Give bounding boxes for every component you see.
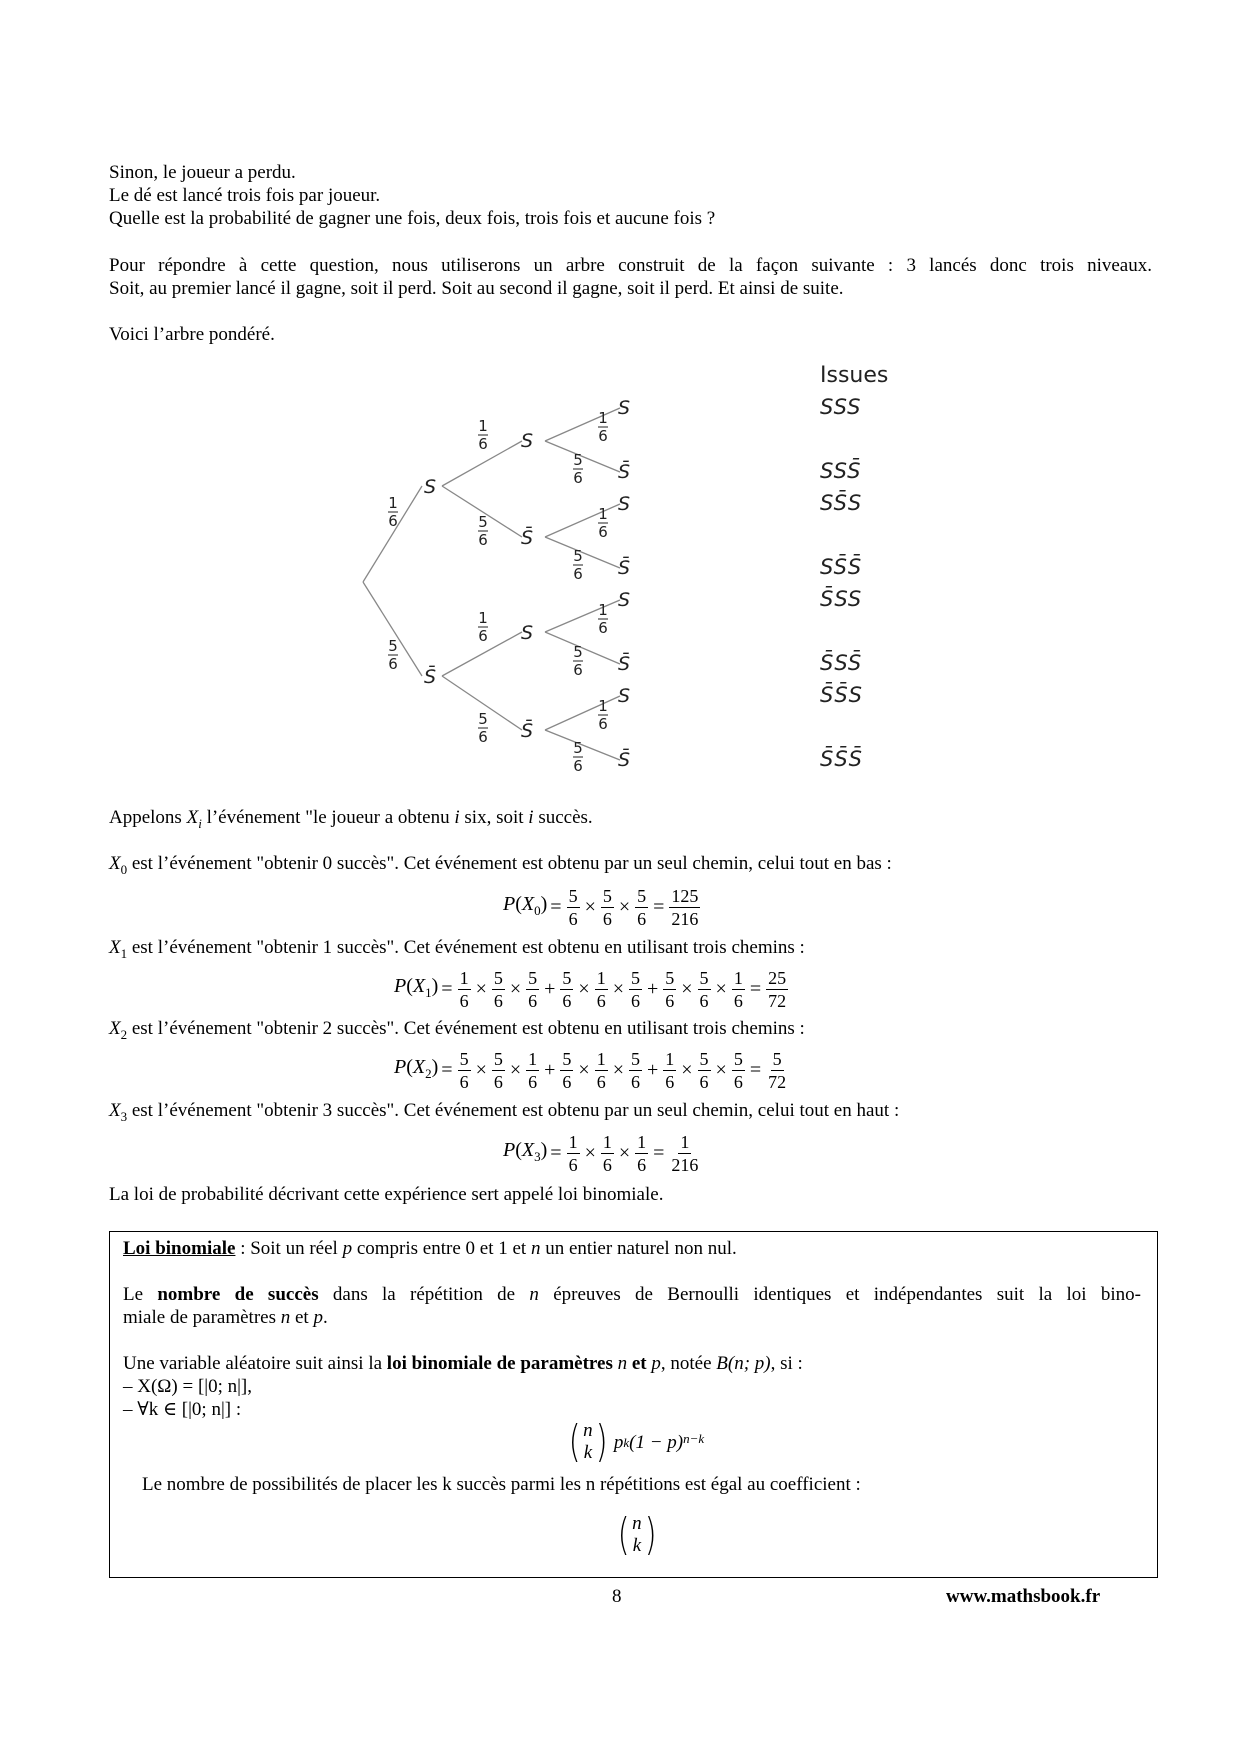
fraction-numerator: 1 [568, 1131, 578, 1152]
fraction [560, 1049, 573, 1092]
equation-lhs: $P(X_3)$ [503, 1138, 548, 1164]
fraction-denominator: 216 [671, 908, 699, 929]
fraction [629, 1049, 642, 1092]
weight-numerator: 1 [598, 505, 608, 523]
binomial-formula: ( n k ) p k (1 − p) $^{n-k}$ [566, 1412, 704, 1472]
weight-numerator: 1 [478, 609, 488, 627]
fraction-denominator: 6 [699, 1071, 709, 1092]
fraction-denominator: 6 [596, 990, 606, 1011]
tree-intro: Voici l’arbre pondéré. [109, 324, 275, 345]
fraction-denominator: 6 [562, 990, 572, 1011]
node-success: S [617, 685, 631, 707]
weight-numerator: 5 [388, 637, 398, 655]
weight-denominator: 6 [478, 728, 488, 746]
fraction-numerator: 5 [459, 1048, 469, 1069]
fraction-denominator: 6 [699, 990, 709, 1011]
fraction [526, 1049, 539, 1092]
x3-definition: $X_3$ est l’événement "obtenir 3 succès". Cet événement est obtenu par un seul chemin, celui tout en haut : [109, 1100, 900, 1124]
weight-numerator: 1 [478, 417, 488, 435]
x0-definition: $X_0$ est l’événement "obtenir 0 succès". Cet événement est obtenu par un seul chemin, celui tout en bas : [109, 853, 892, 877]
fraction-numerator: 5 [630, 967, 640, 988]
fraction-denominator: 6 [602, 1154, 612, 1175]
fraction-numerator: 5 [602, 885, 612, 906]
intro-question: Quelle est la probabilité de gagner une fois, deux fois, trois fois et aucune fois ? [109, 208, 716, 229]
fraction-denominator: 6 [596, 1071, 606, 1092]
weight-numerator: 5 [478, 513, 488, 531]
intro-line-1: Sinon, le joueur a perdu. [109, 162, 296, 183]
outcome-label: S̄S̄S̄ [820, 747, 863, 771]
node-failure: S̄ [617, 461, 631, 483]
fraction [492, 968, 505, 1011]
fraction-denominator: 6 [528, 990, 538, 1011]
weight-numerator: 1 [388, 494, 398, 512]
fraction-numerator: 1 [637, 1131, 647, 1152]
equation-lhs: $P(X_2)$ [394, 1055, 439, 1081]
weight-numerator: 5 [478, 710, 488, 728]
fraction [663, 968, 676, 1011]
fraction [492, 1049, 505, 1092]
fraction [526, 968, 539, 1011]
weight-one-sixth [598, 409, 608, 445]
node-failure: S̄ [617, 653, 631, 675]
equation-p3: $P(X_3)$ = $\frac{1}{6}$ × $\frac{1}{6}$ × $\frac{1}{6}$ = $\frac{1}{216}$ [503, 1131, 699, 1175]
equation-p2: $P(X_2)$ = $\frac{5}{6}$ × $\frac{5}{6}$ × $\frac{1}{6}$ + $\frac{5}{6}$ × $\frac{1}{6}$ × $\frac{5}{6}$ + $\frac{1}{6}$ × $\frac{5}{6}$ × $\frac{5}{6}$ = $\frac{5}{72}$ [394, 1048, 787, 1092]
fraction-numerator: 5 [493, 1048, 503, 1069]
fraction-denominator: 6 [665, 990, 675, 1011]
weight-one-sixth [388, 494, 398, 530]
fraction-denominator: 6 [493, 990, 503, 1011]
fraction-denominator: 6 [493, 1071, 503, 1092]
equation-p1: $P(X_1)$ = $\frac{1}{6}$ × $\frac{5}{6}$ × $\frac{5}{6}$ + $\frac{5}{6}$ × $\frac{1}{6}$ × $\frac{5}{6}$ + $\frac{5}{6}$ × $\frac{5}{6}$ × $\frac{1}{6}$ = $\frac{25}{72}$ [394, 967, 787, 1011]
fraction [595, 968, 608, 1011]
weight-numerator: 5 [573, 451, 583, 469]
fraction-numerator: 5 [699, 1048, 709, 1069]
weight-numerator: 5 [573, 739, 583, 757]
fraction-denominator: 6 [528, 1071, 538, 1092]
weight-denominator: 6 [478, 435, 488, 453]
fraction [567, 1132, 580, 1175]
xi-definition: Appelons $X_i$ l’événement "le joueur a obtenu i six, soit i succès. [109, 807, 593, 831]
fraction-numerator: 1 [596, 967, 606, 988]
fraction-numerator: 5 [562, 1048, 572, 1069]
node-failure: S̄ [617, 557, 631, 579]
coefficient-text: Le nombre de possibilités de placer les k succès parmi les n répétitions est égal au coefficient : [142, 1474, 861, 1495]
node-success: S [617, 589, 631, 611]
weight-numerator: 5 [573, 643, 583, 661]
coefficient-formula: ( n k ) [617, 1509, 657, 1560]
fraction-denominator: 216 [671, 1154, 699, 1175]
fraction [458, 968, 471, 1011]
outcome-label: SSS̄ [820, 459, 862, 483]
fraction-numerator: 5 [630, 1048, 640, 1069]
fraction [766, 968, 788, 1011]
fraction-numerator: 5 [699, 967, 709, 988]
weight-numerator: 1 [598, 697, 608, 715]
fraction-denominator: 6 [562, 1071, 572, 1092]
website-link[interactable]: www.mathsbook.fr [946, 1586, 1101, 1607]
fraction [732, 968, 745, 1011]
weight-denominator: 6 [598, 715, 608, 733]
weight-five-sixths [388, 637, 398, 673]
fraction-numerator: 1 [459, 967, 469, 988]
fraction [669, 1132, 700, 1175]
intro-line-2: Le dé est lancé trois fois par joueur. [109, 185, 381, 206]
node-success: S [617, 397, 631, 419]
page-number: 8 [612, 1586, 622, 1607]
fraction-denominator: 6 [733, 990, 743, 1011]
fraction [663, 1049, 676, 1092]
x1-definition: $X_1$ est l’événement "obtenir 1 succès". Cet événement est obtenu en utilisant trois chemins : [109, 937, 805, 961]
weight-five-sixths [478, 513, 488, 549]
weight-five-sixths [573, 643, 583, 679]
weight-five-sixths [478, 710, 488, 746]
box-item-1: – X(Ω) = [|0; n|], [123, 1376, 253, 1397]
fraction-numerator: 1 [733, 967, 743, 988]
fraction-denominator: 6 [665, 1071, 675, 1092]
fraction [567, 886, 580, 929]
fraction-denominator: 6 [459, 1071, 469, 1092]
fraction [629, 968, 642, 1011]
node-success: S [520, 622, 534, 644]
outcome-label: SS̄S̄ [820, 555, 863, 579]
binomial-definition-box [109, 1231, 1158, 1578]
fraction-denominator: 6 [602, 908, 612, 929]
binomial-coefficient: ( n k ) [568, 1416, 608, 1467]
fraction [601, 1132, 614, 1175]
node-failure: S̄ [520, 720, 534, 742]
fraction-denominator: 6 [637, 908, 647, 929]
fraction-denominator: 72 [768, 1071, 787, 1092]
probability-tree [0, 0, 1239, 820]
fraction-numerator: 5 [562, 967, 572, 988]
weight-numerator: 1 [598, 409, 608, 427]
weight-denominator: 6 [478, 531, 488, 549]
fraction-denominator: 6 [459, 990, 469, 1011]
fraction [458, 1049, 471, 1092]
weight-denominator: 6 [598, 619, 608, 637]
fraction-denominator: 6 [568, 908, 578, 929]
node-failure: S̄ [617, 749, 631, 771]
fraction [732, 1049, 745, 1092]
node-success: S [617, 493, 631, 515]
weight-one-sixth [478, 417, 488, 453]
fraction-denominator: 6 [630, 990, 640, 1011]
fraction-numerator: 5 [665, 967, 675, 988]
fraction-denominator: 6 [568, 1154, 578, 1175]
node-failure: S̄ [520, 527, 534, 549]
fraction-denominator: 6 [733, 1071, 743, 1092]
fraction-numerator: 1 [680, 1131, 690, 1152]
box-item-2: – ∀k ∈ [|0; n|] : [123, 1399, 242, 1420]
fraction [595, 1049, 608, 1092]
weight-numerator: 5 [573, 547, 583, 565]
fraction [560, 968, 573, 1011]
weight-denominator: 6 [388, 512, 398, 530]
box-line-2: Le nombre de succès dans la répétition de n épreuves de Bernoulli identiques et indépendantes suit la loi bino- [123, 1284, 1141, 1305]
outcome-label: SSS [820, 395, 862, 419]
weight-one-sixth [478, 609, 488, 645]
x2-definition: $X_2$ est l’événement "obtenir 2 succès". Cet événement est obtenu en utilisant trois chemins : [109, 1018, 805, 1042]
fraction-numerator: 5 [568, 885, 578, 906]
fraction [635, 886, 648, 929]
weight-denominator: 6 [573, 565, 583, 583]
fraction [635, 1132, 648, 1175]
fraction-numerator: 1 [596, 1048, 606, 1069]
fraction-numerator: 5 [772, 1048, 782, 1069]
weight-one-sixth [598, 601, 608, 637]
box-line-3: miale de paramètres n et p. [123, 1307, 328, 1328]
outcome-label: S̄SS [820, 587, 863, 611]
binomial-law-sentence: La loi de probabilité décrivant cette expérience sert appelé loi binomiale. [109, 1184, 664, 1205]
weight-denominator: 6 [573, 661, 583, 679]
outcome-label: S̄SS̄ [820, 651, 863, 675]
outcome-label: S̄S̄S [820, 683, 863, 707]
fraction-denominator: 6 [630, 1071, 640, 1092]
fraction-numerator: 5 [493, 967, 503, 988]
fraction-numerator: 1 [665, 1048, 675, 1069]
box-line-1: Loi binomiale : Soit un réel p compris entre 0 et 1 et n un entier naturel non nul. [123, 1238, 737, 1259]
fraction-denominator: 6 [637, 1154, 647, 1175]
weight-denominator: 6 [598, 523, 608, 541]
fraction-numerator: 1 [602, 1131, 612, 1152]
fraction [766, 1049, 788, 1092]
node-failure: S̄ [423, 666, 437, 688]
equation-lhs: $P(X_1)$ [394, 974, 439, 1000]
fraction-numerator: 5 [528, 967, 538, 988]
weight-denominator: 6 [573, 757, 583, 775]
fraction-numerator: 125 [671, 885, 699, 906]
weight-five-sixths [573, 451, 583, 487]
fraction-numerator: 5 [733, 1048, 743, 1069]
weight-one-sixth [598, 505, 608, 541]
method-line-1: Pour répondre à cette question, nous utiliserons un arbre construit de la façon suivante : 3 lancés donc trois niveaux. [109, 255, 1152, 276]
fraction-denominator: 72 [768, 990, 787, 1011]
equation-lhs: $P(X_0)$ [503, 892, 548, 918]
method-line-2: Soit, au premier lancé il gagne, soit il perd. Soit au second il gagne, soit il perd. Et ainsi de suite. [109, 278, 844, 299]
fraction-numerator: 1 [528, 1048, 538, 1069]
node-success: S [520, 430, 534, 452]
box-line-4: Une variable aléatoire suit ainsi la loi binomiale de paramètres n et p, notée B(n; p), si : [123, 1353, 803, 1374]
fraction [698, 1049, 711, 1092]
fraction [698, 968, 711, 1011]
weight-denominator: 6 [573, 469, 583, 487]
equation-p0: $P(X_0)$ = $\frac{5}{6}$ × $\frac{5}{6}$ × $\frac{5}{6}$ = $\frac{125}{216}$ [503, 885, 699, 929]
fraction [601, 886, 614, 929]
weight-five-sixths [573, 739, 583, 775]
node-success: S [423, 476, 437, 498]
weight-denominator: 6 [478, 627, 488, 645]
outcome-label: SS̄S [820, 491, 863, 515]
weight-denominator: 6 [388, 655, 398, 673]
fraction-numerator: 5 [637, 885, 647, 906]
issues-title: Issues [820, 363, 889, 388]
fraction-numerator: 25 [768, 967, 787, 988]
weight-one-sixth [598, 697, 608, 733]
weight-denominator: 6 [598, 427, 608, 445]
fraction [669, 886, 700, 929]
weight-numerator: 1 [598, 601, 608, 619]
weight-five-sixths [573, 547, 583, 583]
